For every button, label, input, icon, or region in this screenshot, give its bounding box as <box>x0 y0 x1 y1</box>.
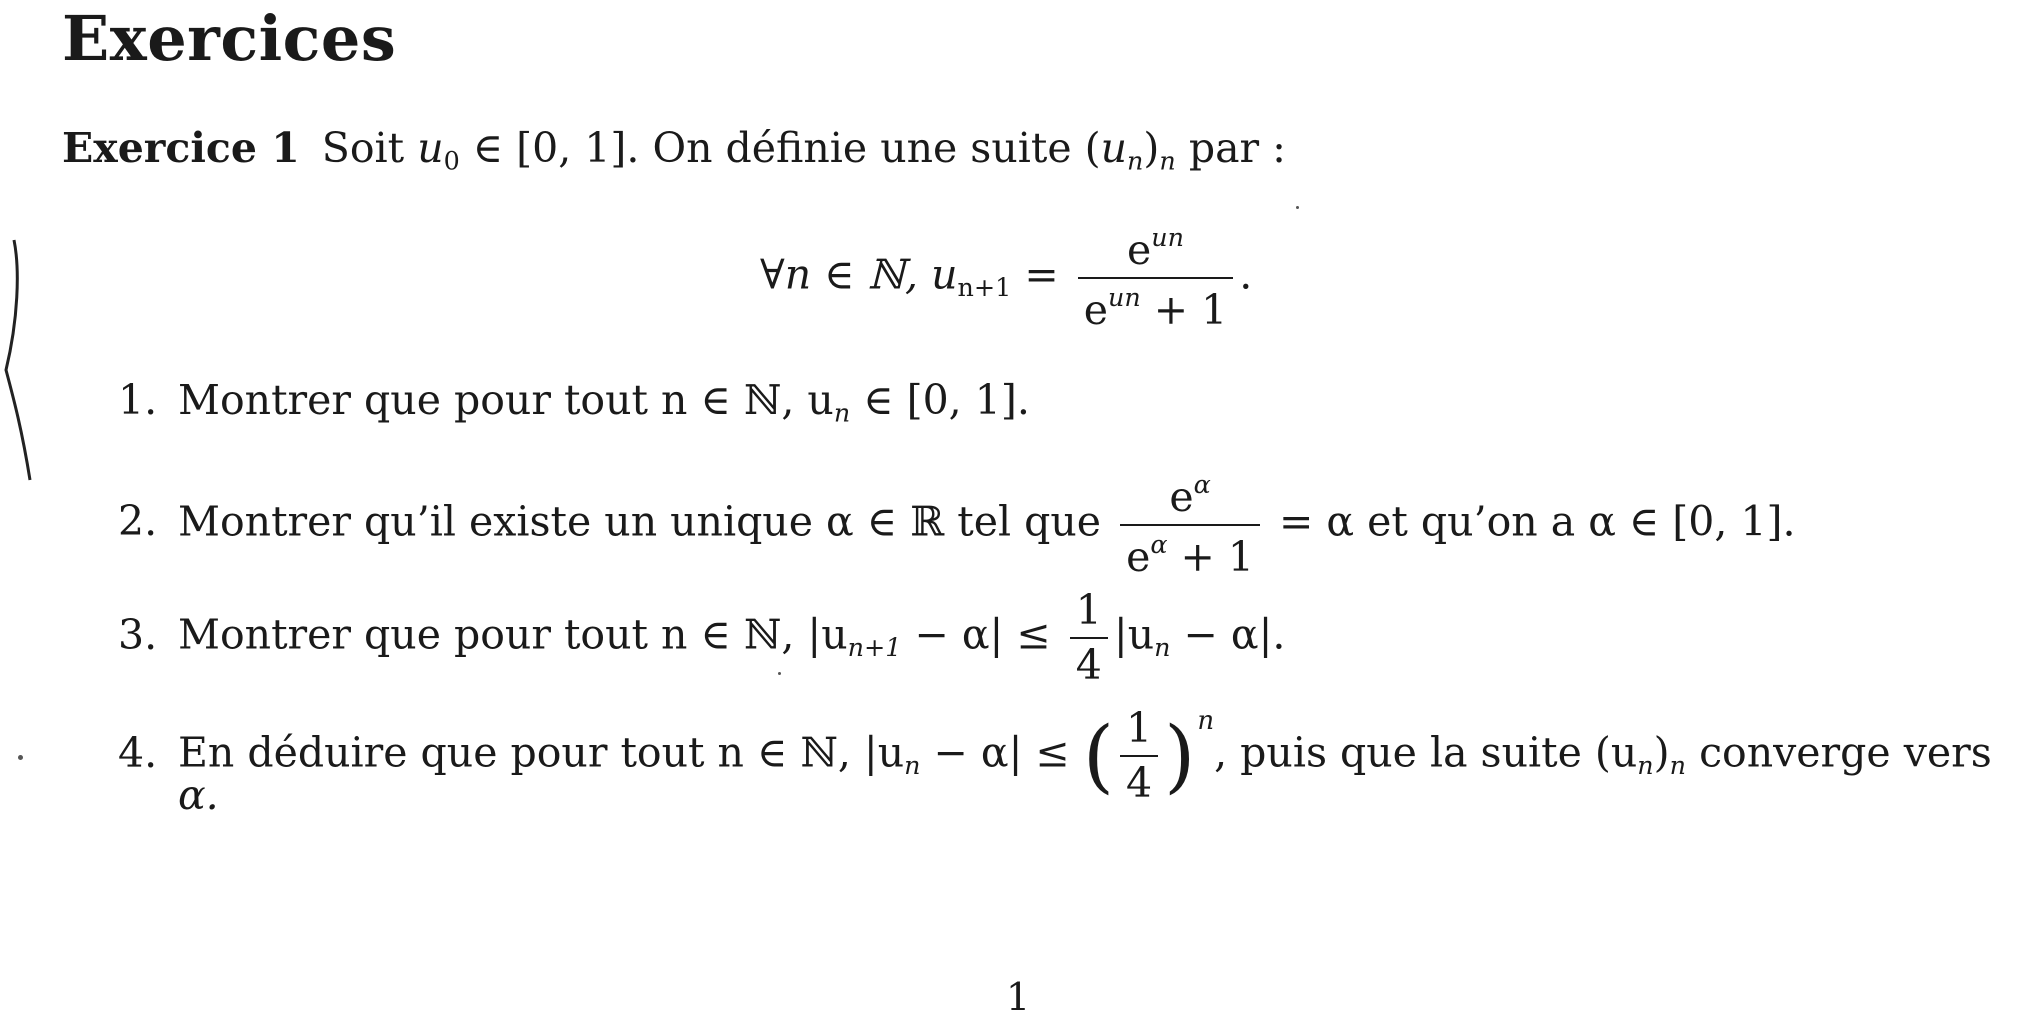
item-3-tail-a: |u <box>1113 610 1155 659</box>
formula-end: . <box>1239 250 1253 299</box>
formula-num-exp: un <box>1151 222 1185 252</box>
item-4-numerator: 1 <box>1126 704 1153 752</box>
item-1-subscript: n <box>833 397 851 428</box>
scan-speck <box>778 672 781 675</box>
formula-num-base: e <box>1127 225 1152 274</box>
formula-numerator <box>1121 222 1190 277</box>
item-2-num-exp: α <box>1193 469 1211 499</box>
item-4-tail-b: ) <box>1653 728 1670 777</box>
item-4-subscript: n <box>904 750 921 781</box>
item-4-left-paren: ( <box>1082 709 1115 802</box>
item-2-number: 2. <box>118 497 158 546</box>
recurrence-formula <box>760 222 1253 334</box>
page-title: Exercices <box>62 2 397 75</box>
item-2-den-tail: + 1 <box>1167 532 1255 581</box>
item-2-numerator <box>1163 469 1216 524</box>
list-item-3 <box>118 586 1286 689</box>
list-item-2 <box>118 469 1796 581</box>
item-3-fraction <box>1070 586 1108 689</box>
item-4-number: 4. <box>118 728 158 777</box>
exercise-intro <box>62 124 1286 176</box>
margin-brace-mark <box>0 230 40 490</box>
item-4-fraction <box>1120 704 1158 807</box>
formula-lead-subscript: n+1 <box>957 271 1012 302</box>
list-item-1 <box>118 376 1030 428</box>
item-2-text: Montrer qu’il existe un unique α ∈ ℝ tel que <box>178 497 1115 546</box>
page-number: 1 <box>1006 975 1031 1019</box>
item-2-fraction <box>1120 469 1260 581</box>
formula-den-exp: un <box>1108 281 1141 312</box>
intro-text-c: ) <box>1143 124 1160 172</box>
intro-text-d: par : <box>1175 124 1286 172</box>
item-4-text: En déduire que pour tout n ∈ ℕ, |u <box>178 728 905 777</box>
item-2-denominator <box>1120 524 1260 581</box>
exercise-label: Exercice 1 <box>62 124 300 172</box>
item-3-subscript: n+1 <box>847 632 902 663</box>
list-item-4 <box>118 704 1992 807</box>
item-3-tail: − α|. <box>1170 610 1286 659</box>
item-1-text: Montrer que pour tout n ∈ ℕ, u <box>178 376 834 424</box>
item-4-tail-subscript: n <box>1637 750 1654 781</box>
item-1-number: 1. <box>118 376 158 424</box>
item-2-tail: = α et qu’on a α ∈ [0, 1]. <box>1266 497 1796 546</box>
formula-equals: = <box>1011 250 1072 299</box>
formula-denominator <box>1078 277 1234 334</box>
formula-den-base: e <box>1083 285 1109 334</box>
intro-u-subscript: n <box>1127 145 1144 176</box>
scan-speck <box>1296 206 1299 209</box>
item-3-text: Montrer que pour tout n ∈ ℕ, |u <box>178 610 848 659</box>
scan-speck <box>18 755 23 760</box>
formula-fraction <box>1078 222 1234 334</box>
item-4-cont: α. <box>178 771 219 819</box>
intro-seq-subscript: n <box>1159 145 1176 176</box>
item-2-den-base: e <box>1126 532 1151 581</box>
item-3-tail-subscript: n <box>1154 632 1171 663</box>
item-4-denominator: 4 <box>1120 755 1158 804</box>
item-4-mid: − α| ≤ <box>920 728 1083 777</box>
u0-symbol: u <box>417 124 444 172</box>
item-2-num-base: e <box>1169 472 1194 521</box>
item-4-tail: converge vers <box>1686 728 1992 777</box>
intro-text-a: Soit <box>321 124 418 172</box>
item-3-mid: − α| ≤ <box>901 610 1064 659</box>
item-4-exponent: n <box>1197 706 1215 736</box>
item-4-power <box>1082 704 1215 807</box>
item-4-right-paren: ) <box>1164 709 1196 802</box>
item-1-tail: ∈ [0, 1]. <box>850 376 1030 424</box>
item-4-seq-subscript: n <box>1669 750 1687 781</box>
intro-text-b: ∈ [0, 1]. On définie une suite ( <box>459 124 1101 172</box>
formula-den-tail: + 1 <box>1140 285 1228 334</box>
intro-u-symbol: u <box>1100 124 1128 172</box>
item-3-number: 3. <box>118 610 158 659</box>
item-3-numerator: 1 <box>1075 586 1102 634</box>
item-3-denominator: 4 <box>1070 637 1108 686</box>
formula-lead: ∀n ∈ ℕ, u <box>760 250 958 299</box>
u0-subscript: 0 <box>443 145 460 176</box>
item-2-den-exp: α <box>1150 528 1168 559</box>
item-4-tail-a: , puis que la suite (u <box>1214 728 1638 777</box>
list-item-4-continuation <box>178 771 219 819</box>
